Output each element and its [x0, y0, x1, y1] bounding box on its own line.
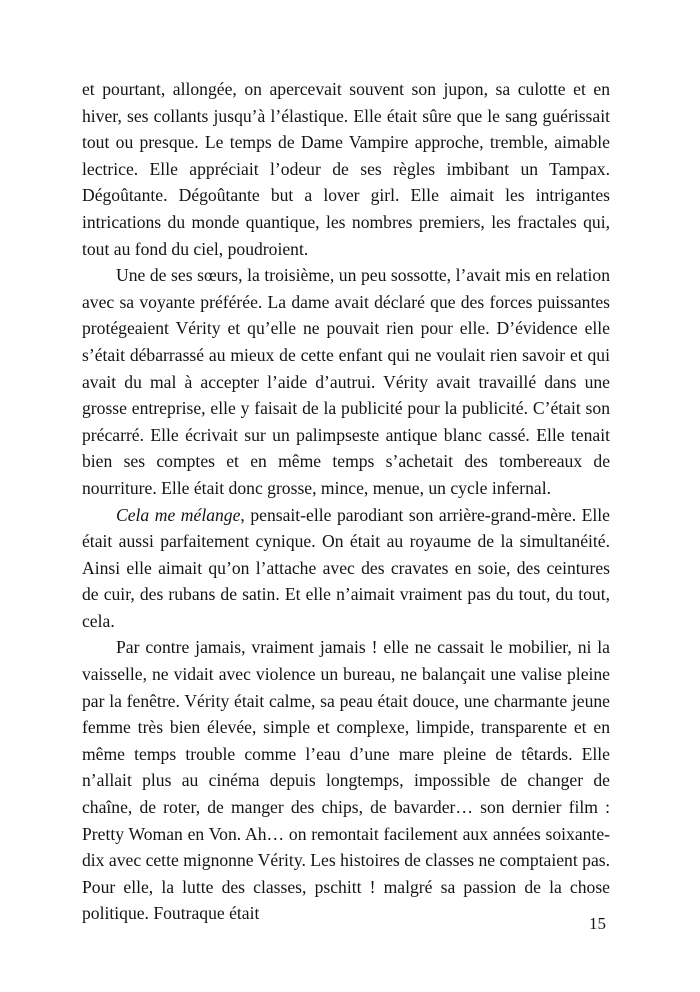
paragraph-4: Par contre jamais, vraiment jamais ! elle ne cassait le mobilier, ni la vaisselle, ne vidait avec violence un bureau, ne balançait une valise pleine par la fenêtre. Vérity était calme, sa peau était douce, une charmante jeune femme très bien élevée, simple et complexe, limpide, transparente et en même temps trouble comme l’eau d’une mare pleine de têtards. Elle n’allait plus au cinéma depuis longtemps, impossible de changer de chaîne, de roter, de manger des chips, de bavarder… son dernier film : Pretty Woman en Von. Ah… on remontait facilement aux années soixante-dix avec cette mignonne Vérity. Les histoires de classes ne comptaient pas. Pour elle, la lutte des classes, pschitt ! malgré sa passion de la chose politique. Foutraque était	[82, 637, 610, 924]
paragraph-3-text: , pensait-elle parodiant son arrière-grand-mère. Elle était aussi parfaitement cynique. On était au royaume de la simultanéité. Ainsi elle aimait qu’on l’attache avec des cravates en soie, des ceintures de cuir, des rubans de satin. Et elle n’aimait vraiment pas du tout, du tout, cela.	[82, 504, 610, 631]
paragraph-2: Une de ses sœurs, la troisième, un peu sossotte, l’avait mis en relation avec sa voyante préférée. La dame avait déclaré que des forces puissantes protégeaient Vérity et qu’elle ne pouvait rien pour elle. D’évidence elle s’était débarrassé au mieux de cette enfant qui ne voulait rien savoir et qui avait du mal à accepter l’aide d’autrui. Vérity avait travaillé dans une grosse entreprise, elle y faisait de la publicité pour la publicité. C’était son précarré. Elle écrivait sur un palimpseste antique blanc cassé. Elle tenait bien ses comptes et en même temps s’achetait des tombereaux de nourriture. Elle était donc grosse, mince, menue, un cycle infernal.	[82, 265, 610, 498]
paragraph-3	[82, 502, 610, 635]
book-page	[82, 76, 610, 927]
page-number: 15	[589, 914, 606, 933]
paragraph-1: et pourtant, allongée, on apercevait souvent son jupon, sa culotte et en hiver, ses collants jusqu’à l’élastique. Elle était sûre que le sang guérissait tout ou presque. Le temps de Dame Vampire approche, tremble, aimable lectrice. Elle appréciait l’odeur de ses règles imbibant un Tampax. Dégoûtante. Dégoûtante but a lover girl. Elle aimait les intrigantes intrications du monde quantique, les nombres premiers, les fractales qui, tout au fond du ciel, poudroient.	[82, 79, 610, 259]
italic-lead: Cela me mélange	[116, 504, 241, 525]
